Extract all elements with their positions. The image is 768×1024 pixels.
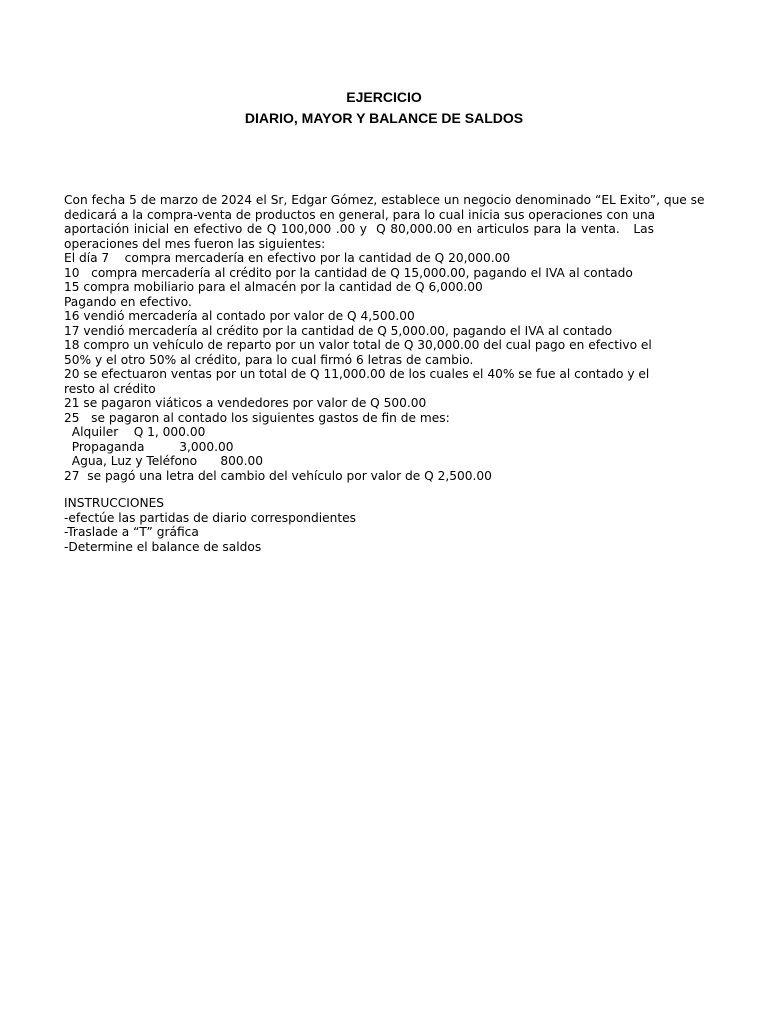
instruction-item: -efectúe las partidas de diario correspondientes xyxy=(64,510,357,525)
operation-line: 10 compra mercadería al crédito por la cantidad de Q 15,000.00, pagando el IVA al contado xyxy=(64,265,633,280)
operation-line: El día 7 compra mercadería en efectivo por la cantidad de Q 20,000.00 xyxy=(64,251,511,265)
spacer xyxy=(64,483,654,496)
operation-line: 16 vendió mercadería al contado por valor de Q 4,500.00 xyxy=(64,309,415,323)
instruction-item: -Traslade a “T” gráfica xyxy=(64,525,199,539)
operation-line: 17 vendió mercadería al crédito por la cantidad de Q 5,000.00, pagando el IVA al contado xyxy=(64,323,613,338)
expense-line: Agua, Luz y Teléfono 800.00 xyxy=(64,454,263,468)
intro-line: dedicará a la compra-venta de productos en general, para lo cual inicia sus operaciones con una xyxy=(64,207,656,222)
instructions-heading: INSTRUCCIONES xyxy=(64,496,165,510)
expense-line: Alquiler Q 1, 000.00 xyxy=(64,425,206,439)
operation-line: 25 se pagaron al contado los siguientes gastos de fin de mes: xyxy=(64,410,450,425)
expense-line: Propaganda 3,000.00 xyxy=(64,439,234,454)
document-subtitle: DIARIO, MAYOR Y BALANCE DE SALDOS xyxy=(244,110,524,126)
operation-line: 21 se pagaron viáticos a vendedores por valor de Q 500.00 xyxy=(64,396,427,410)
operation-line: Pagando en efectivo. xyxy=(64,294,192,309)
intro-line: operaciones del mes fueron las siguientes: xyxy=(64,236,326,251)
operation-line: 18 compro un vehículo de reparto por un valor total de Q 30,000.00 del cual pago en efectivo el 50% y el otro 50% al crédito, para lo cual firmó 6 letras de cambio. xyxy=(64,338,652,367)
operation-line: 27 se pagó una letra del cambio del vehículo por valor de Q 2,500.00 xyxy=(64,468,492,483)
document-title: EJERCICIO xyxy=(346,89,422,105)
document-body xyxy=(64,193,705,554)
intro-line: Con fecha 5 de marzo de 2024 el Sr, Edgar Gómez, establece un negocio denominado “EL Exito”, que se xyxy=(64,193,705,207)
operation-line: 15 compra mobiliario para el almacén por la cantidad de Q 6,000.00 xyxy=(64,280,483,294)
instruction-item: -Determine el balance de saldos xyxy=(64,539,262,554)
operation-line: 20 se efectuaron ventas por un total de Q 11,000.00 de los cuales el 40% se fue al contado y el resto al crédito xyxy=(64,367,650,396)
intro-line: aportación inicial en efectivo de Q 100,000 .00 y Q 80,000.00 en articulos para la venta. Las xyxy=(64,222,654,236)
